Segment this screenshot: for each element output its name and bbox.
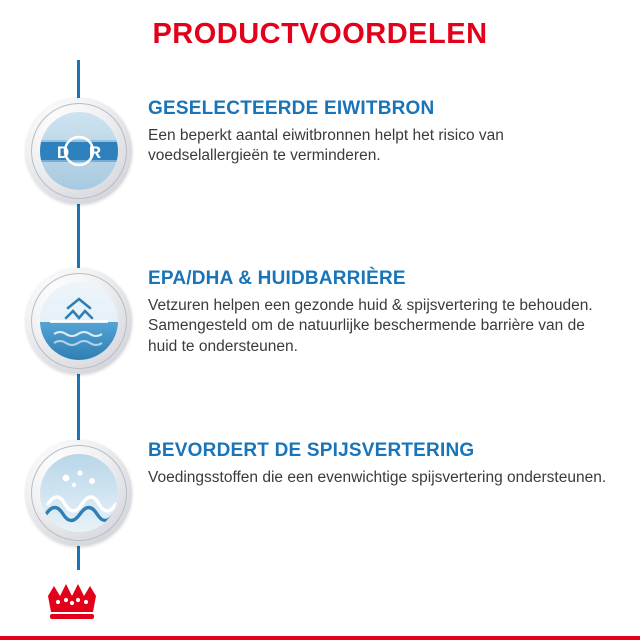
- benefit-text: [148, 440, 618, 488]
- benefit-icon-digestion: [26, 440, 132, 546]
- benefit-icon-protein-source: [26, 98, 132, 204]
- benefit-text: [148, 98, 618, 167]
- royal-canin-crown-icon: [44, 582, 100, 624]
- benefit-body: Een beperkt aantal eiwitbronnen helpt het risico van voedselallergieën te verminderen.: [148, 126, 504, 165]
- svg-text:D: D: [56, 143, 70, 162]
- protein-source-dr-icon: [40, 112, 118, 190]
- page-title: PRODUCTVOORDELEN: [152, 18, 488, 50]
- benefit-icon-skin-barrier: [26, 268, 132, 374]
- digestion-icon: [40, 454, 118, 532]
- benefit-heading: EPA/DHA & HUIDBARRIÈRE: [148, 268, 406, 289]
- benefit-body: Vetzuren helpen een gezonde huid & spijsvertering te behouden. Samengesteld om de natuurlijke beschermende barrière van de huid te ondersteunen.: [148, 296, 593, 356]
- benefit-heading: GESELECTEERDE EIWITBRON: [148, 98, 435, 119]
- footer-rule: [0, 636, 640, 640]
- skin-barrier-icon: [40, 282, 118, 360]
- benefit-text: [148, 268, 618, 358]
- benefit-heading: BEVORDERT DE SPIJSVERTERING: [148, 440, 475, 461]
- benefit-body: Voedingsstoffen die een evenwichtige spijsvertering ondersteunen.: [148, 468, 607, 486]
- svg-text:R: R: [88, 143, 102, 162]
